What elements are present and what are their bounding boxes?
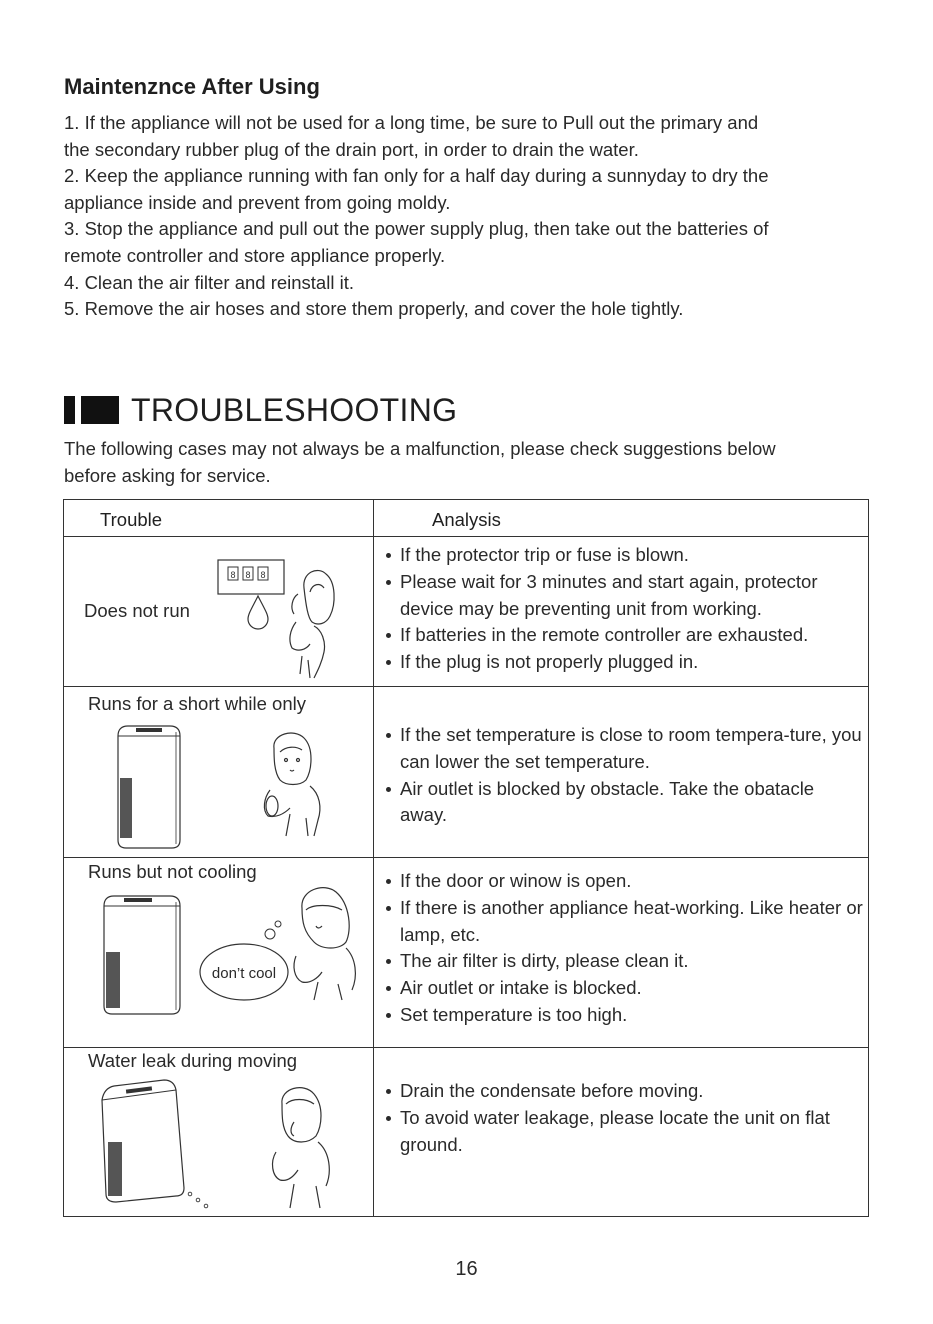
- display-panel-icon: [218, 560, 284, 594]
- header-analysis: Analysis: [432, 509, 501, 530]
- water-drop-icon: [204, 1204, 208, 1208]
- troubleshooting-intro: [64, 436, 884, 489]
- troubleshooting-title: TROUBLESHOOTING: [131, 392, 458, 428]
- analysis-item: If batteries in the remote controller are exhausted.: [386, 622, 864, 649]
- air-conditioner-icon: [94, 1078, 224, 1212]
- analysis-item: If there is another appliance heat-working. Like heater or lamp, etc.: [386, 895, 864, 949]
- woman-figure-icon: [260, 1082, 348, 1212]
- header-trouble: Trouble: [100, 509, 163, 530]
- analysis-item: Please wait for 3 minutes and start again, protector device may be preventing unit from working.: [386, 569, 864, 623]
- intro-line: before asking for service.: [64, 464, 271, 486]
- analysis-item: If the set temperature is close to room tempera-ture, you can lower the set temperature.: [386, 722, 864, 776]
- analysis-list: [386, 542, 864, 676]
- maintenance-line: 1. If the appliance will not be used for a long time, be sure to Pull out the primary and: [64, 112, 759, 133]
- woman-figure-icon: [290, 570, 334, 678]
- row-divider: [64, 536, 868, 537]
- intro-line: The following cases may not always be a malfunction, please check suggestions below: [64, 438, 776, 459]
- section-marker-large: [81, 396, 119, 424]
- woman-figure-icon: [292, 882, 370, 1002]
- thought-bubble-icon: [198, 920, 290, 1002]
- row-divider: [64, 857, 868, 858]
- bubble-text: don’t cool: [211, 965, 277, 982]
- water-drop-icon: [248, 596, 268, 629]
- analysis-item: Air outlet or intake is blocked.: [386, 975, 864, 1002]
- troubleshooting-header: [64, 388, 664, 432]
- analysis-item: If the protector trip or fuse is blown.: [386, 542, 864, 569]
- maintenance-line: 5. Remove the air hoses and store them properly, and cover the hole tightly.: [64, 298, 684, 320]
- analysis-item: Drain the condensate before moving.: [386, 1078, 864, 1105]
- maintenance-line: 4. Clean the air filter and reinstall it.: [64, 271, 354, 293]
- display-digit: 8: [260, 570, 266, 580]
- maintenance-line: remote controller and store appliance properly.: [64, 244, 446, 266]
- analysis-list: [386, 1078, 864, 1158]
- display-digit: 8: [245, 570, 251, 580]
- analysis-item: If the door or winow is open.: [386, 868, 864, 895]
- trouble-runs-short-while: Runs for a short while only: [88, 693, 306, 714]
- maintenance-line: the secondary rubber plug of the drain port, in order to drain the water.: [64, 138, 639, 160]
- trouble-does-not-run: Does not run: [84, 600, 190, 621]
- column-divider: [373, 500, 374, 1216]
- page-number: 16: [455, 1258, 478, 1280]
- analysis-item: The air filter is dirty, please clean it.: [386, 948, 864, 975]
- water-drop-icon: [196, 1198, 200, 1202]
- row-divider: [64, 686, 868, 687]
- maintenance-line: appliance inside and prevent from going moldy.: [64, 191, 451, 213]
- analysis-item: Set temperature is too high.: [386, 1002, 864, 1029]
- maintenance-line: 3. Stop the appliance and pull out the power supply plug, then take out the batteries of: [64, 218, 769, 240]
- trouble-water-leak: Water leak during moving: [88, 1050, 298, 1071]
- maintenance-list: [64, 110, 884, 323]
- display-digit: 8: [230, 570, 236, 580]
- analysis-item: If the plug is not properly plugged in.: [386, 649, 864, 676]
- maintenance-line: 2. Keep the appliance running with fan only for a half day during a sunnyday to dry the: [64, 165, 769, 187]
- troubleshooting-table: [63, 499, 869, 1217]
- trouble-not-cooling: Runs but not cooling: [88, 861, 257, 882]
- analysis-item: To avoid water leakage, please locate the unit on flat ground.: [386, 1105, 864, 1159]
- maintenance-title: Maintenznce After Using: [64, 74, 320, 99]
- analysis-item: Air outlet is blocked by obstacle. Take the obatacle away.: [386, 776, 864, 830]
- remote-control-icon: [266, 796, 278, 816]
- analysis-list: [386, 722, 864, 829]
- woman-figure-icon: [250, 728, 340, 838]
- analysis-list: [386, 868, 864, 1029]
- section-marker-small: [64, 396, 75, 424]
- air-conditioner-icon: [108, 722, 208, 852]
- does-not-run-illustration: [214, 556, 364, 681]
- water-drop-icon: [188, 1192, 192, 1196]
- row-divider: [64, 1047, 868, 1048]
- air-conditioner-icon: [94, 892, 194, 1022]
